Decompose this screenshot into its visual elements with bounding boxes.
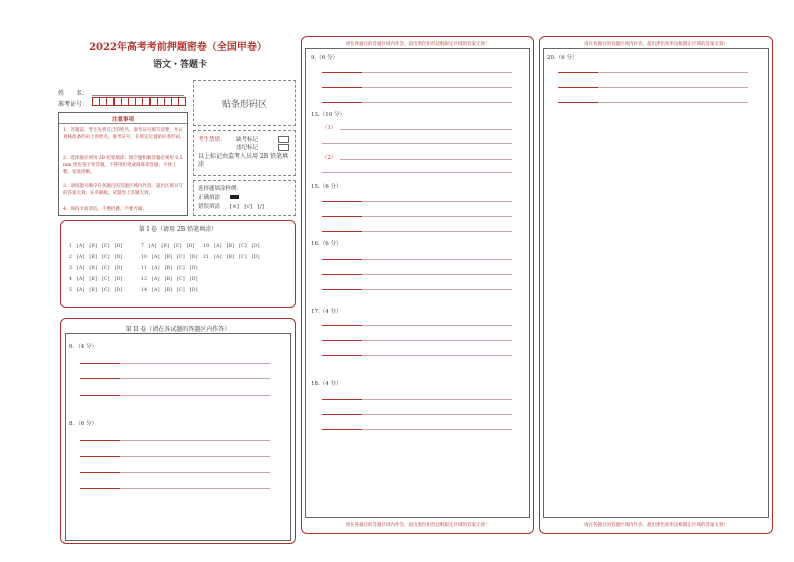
fill-example-box (193, 180, 296, 216)
exam-id-boxes[interactable] (92, 97, 188, 107)
mc-question-row[interactable]: 3 [A] [B] [C] [D] (69, 266, 123, 271)
q18-label: 18.（4 分） (311, 381, 342, 387)
notice-item-4: 4．保持卡面清洁，不要折叠、不要弄破。 (63, 207, 147, 212)
q16-line-2[interactable] (362, 274, 512, 275)
notice-item-1: 1．答题前，考生先将自己的姓名，准考证号填写清楚，并认真核准条形码上的姓名、准考证号，在规定位置贴好条形码。 (63, 128, 185, 140)
q9-label: 9.（6 分） (311, 55, 338, 61)
q9-line-3[interactable] (362, 102, 512, 103)
mc-question-row[interactable]: 11 [A] [B] [C] [D] (141, 266, 198, 271)
name-field[interactable] (92, 95, 184, 96)
q6-label: 6．（4 分） (69, 344, 97, 350)
column2-bottom-note: 请在各题目的答题区域内作答，超出黑色矩形边框限定区域的答案无效！ (345, 523, 490, 528)
q9-line-1[interactable] (362, 72, 512, 73)
column3-answer-frame (543, 48, 769, 518)
q17-line-2[interactable] (362, 340, 512, 341)
part2-title: 第 II 卷（请在各试题的答题区内作答） (125, 326, 231, 333)
q18-line-3[interactable] (362, 429, 512, 430)
violation-mark-label: 违纪标记 (236, 145, 259, 151)
correct-fill-label: 正确填涂 (198, 195, 221, 201)
marks-note: 以上标记由监考人员用 2B 铅笔填涂 (198, 153, 289, 168)
part1-box (60, 220, 296, 308)
mc-question-row[interactable]: 19 [A] [B] [C] [D] (203, 244, 260, 249)
q20-label: 20.（6 分） (547, 55, 578, 61)
mc-question-row[interactable]: 2 [A] [B] [C] [D] (69, 255, 123, 260)
q17-label: 17.（4 分） (311, 309, 342, 315)
q6-line-2[interactable] (120, 378, 270, 379)
correct-fill-sample (230, 195, 239, 199)
exam-id-label: 准考证号： (58, 101, 89, 108)
name-label: 姓 名： (58, 90, 89, 97)
mc-question-row[interactable]: 21 [A] [B] [C] [D] (203, 255, 260, 260)
q13-part2-label: （2） (322, 155, 337, 161)
q6-line-1[interactable] (120, 363, 270, 364)
q20-line-2[interactable] (598, 87, 748, 88)
q8-line-4[interactable] (120, 488, 270, 489)
q9-line-2[interactable] (362, 87, 512, 88)
candidate-marks-box (193, 130, 296, 176)
q8-line-1[interactable] (120, 440, 270, 441)
q16-label: 16.（6 分） (311, 241, 342, 247)
q16-line-3[interactable] (362, 289, 512, 290)
part2-answer-frame (65, 333, 291, 541)
q20-line-1[interactable] (598, 72, 748, 73)
q16-line-1[interactable] (362, 259, 512, 260)
column3-top-note: 请在各题目的答题区域内作答，超出黑色矩形边框限定区域的答案无效！ (584, 42, 728, 47)
q18-line-2[interactable] (362, 414, 512, 415)
q17-line-1[interactable] (362, 325, 512, 326)
notice-item-2: 2．选择题必须用 2B 铅笔填涂；填空题和解答题必须用 0.5 mm 黑色签字笔答题，不得用铅笔或圆珠笔答题；字体工整、笔迹清晰。 (63, 156, 183, 175)
q17-line-3[interactable] (362, 355, 512, 356)
mc-question-row[interactable]: 1 [A] [B] [C] [D] (69, 244, 123, 249)
wrong-fill-samples: [×] [√] [/] (230, 204, 264, 210)
mc-question-row[interactable]: 4 [A] [B] [C] [D] (69, 277, 123, 282)
violation-mark-box[interactable] (278, 144, 289, 151)
q13-part2-line-1[interactable] (340, 159, 512, 160)
q20-line-3[interactable] (598, 102, 748, 103)
q15-line-1[interactable] (362, 201, 512, 202)
q13-part1-label: （1） (322, 125, 337, 131)
q18-line-1[interactable] (362, 399, 512, 400)
absent-mark-label: 缺考标记 (236, 137, 259, 143)
q15-line-2[interactable] (362, 216, 512, 217)
mc-question-row[interactable]: 7 [A] [B] [C] [D] (141, 244, 195, 249)
notice-item-3: 3．请按题号顺序在各题目的答题区域内作答，超出区域书写的答案无效；在草稿纸、试题卷上答题无效。 (63, 184, 183, 196)
q8-line-3[interactable] (120, 472, 270, 473)
marks-label: 考生禁填： (198, 137, 226, 143)
mc-question-row[interactable]: 12 [A] [B] [C] [D] (141, 277, 198, 282)
sheet-subtitle: 语文・答题卡 (152, 60, 207, 70)
fill-example-title: 选择题填涂样例： (198, 186, 243, 192)
absent-mark-box[interactable] (278, 136, 289, 143)
q13-part1-line-2[interactable] (322, 143, 512, 144)
q8-line-2[interactable] (120, 456, 270, 457)
mc-question-row[interactable]: 5 [A] [B] [C] [D] (69, 288, 123, 293)
q15-label: 15.（6 分） (311, 184, 342, 190)
notice-title: 注意事项 (111, 117, 134, 123)
column2-answer-frame (305, 48, 530, 518)
notice-box (58, 112, 188, 216)
q13-label: 13.（10 分） (311, 112, 345, 118)
q13-part2-line-2[interactable] (322, 172, 512, 173)
q8-label: 8．（6 分） (69, 421, 97, 427)
mc-question-row[interactable]: 14 [A] [B] [C] [D] (141, 288, 198, 293)
column2-top-note: 请在各题目的答题区域内作答，超出黑色矩形边框限定区域的答案无效！ (345, 42, 490, 47)
barcode-area (193, 80, 296, 126)
exam-id-cell[interactable] (178, 97, 186, 106)
column3-bottom-note: 请在各题目的答题区域内作答，超出黑色矩形边框限定区域的答案无效！ (584, 523, 728, 528)
part1-title: 第 I 卷（请用 2B 铅笔填涂） (138, 226, 218, 233)
q15-line-3[interactable] (362, 231, 512, 232)
exam-title: 2022年高考考前押题密卷（全国甲卷） (89, 42, 267, 53)
barcode-area-label: 贴条形码区 (221, 100, 267, 110)
mc-question-row[interactable]: 10 [A] [B] [C] [D] (141, 255, 198, 260)
part2-box (60, 318, 296, 544)
wrong-fill-label: 错误填涂 (198, 204, 221, 210)
q13-part1-line-1[interactable] (340, 129, 512, 130)
q6-line-3[interactable] (120, 395, 270, 396)
